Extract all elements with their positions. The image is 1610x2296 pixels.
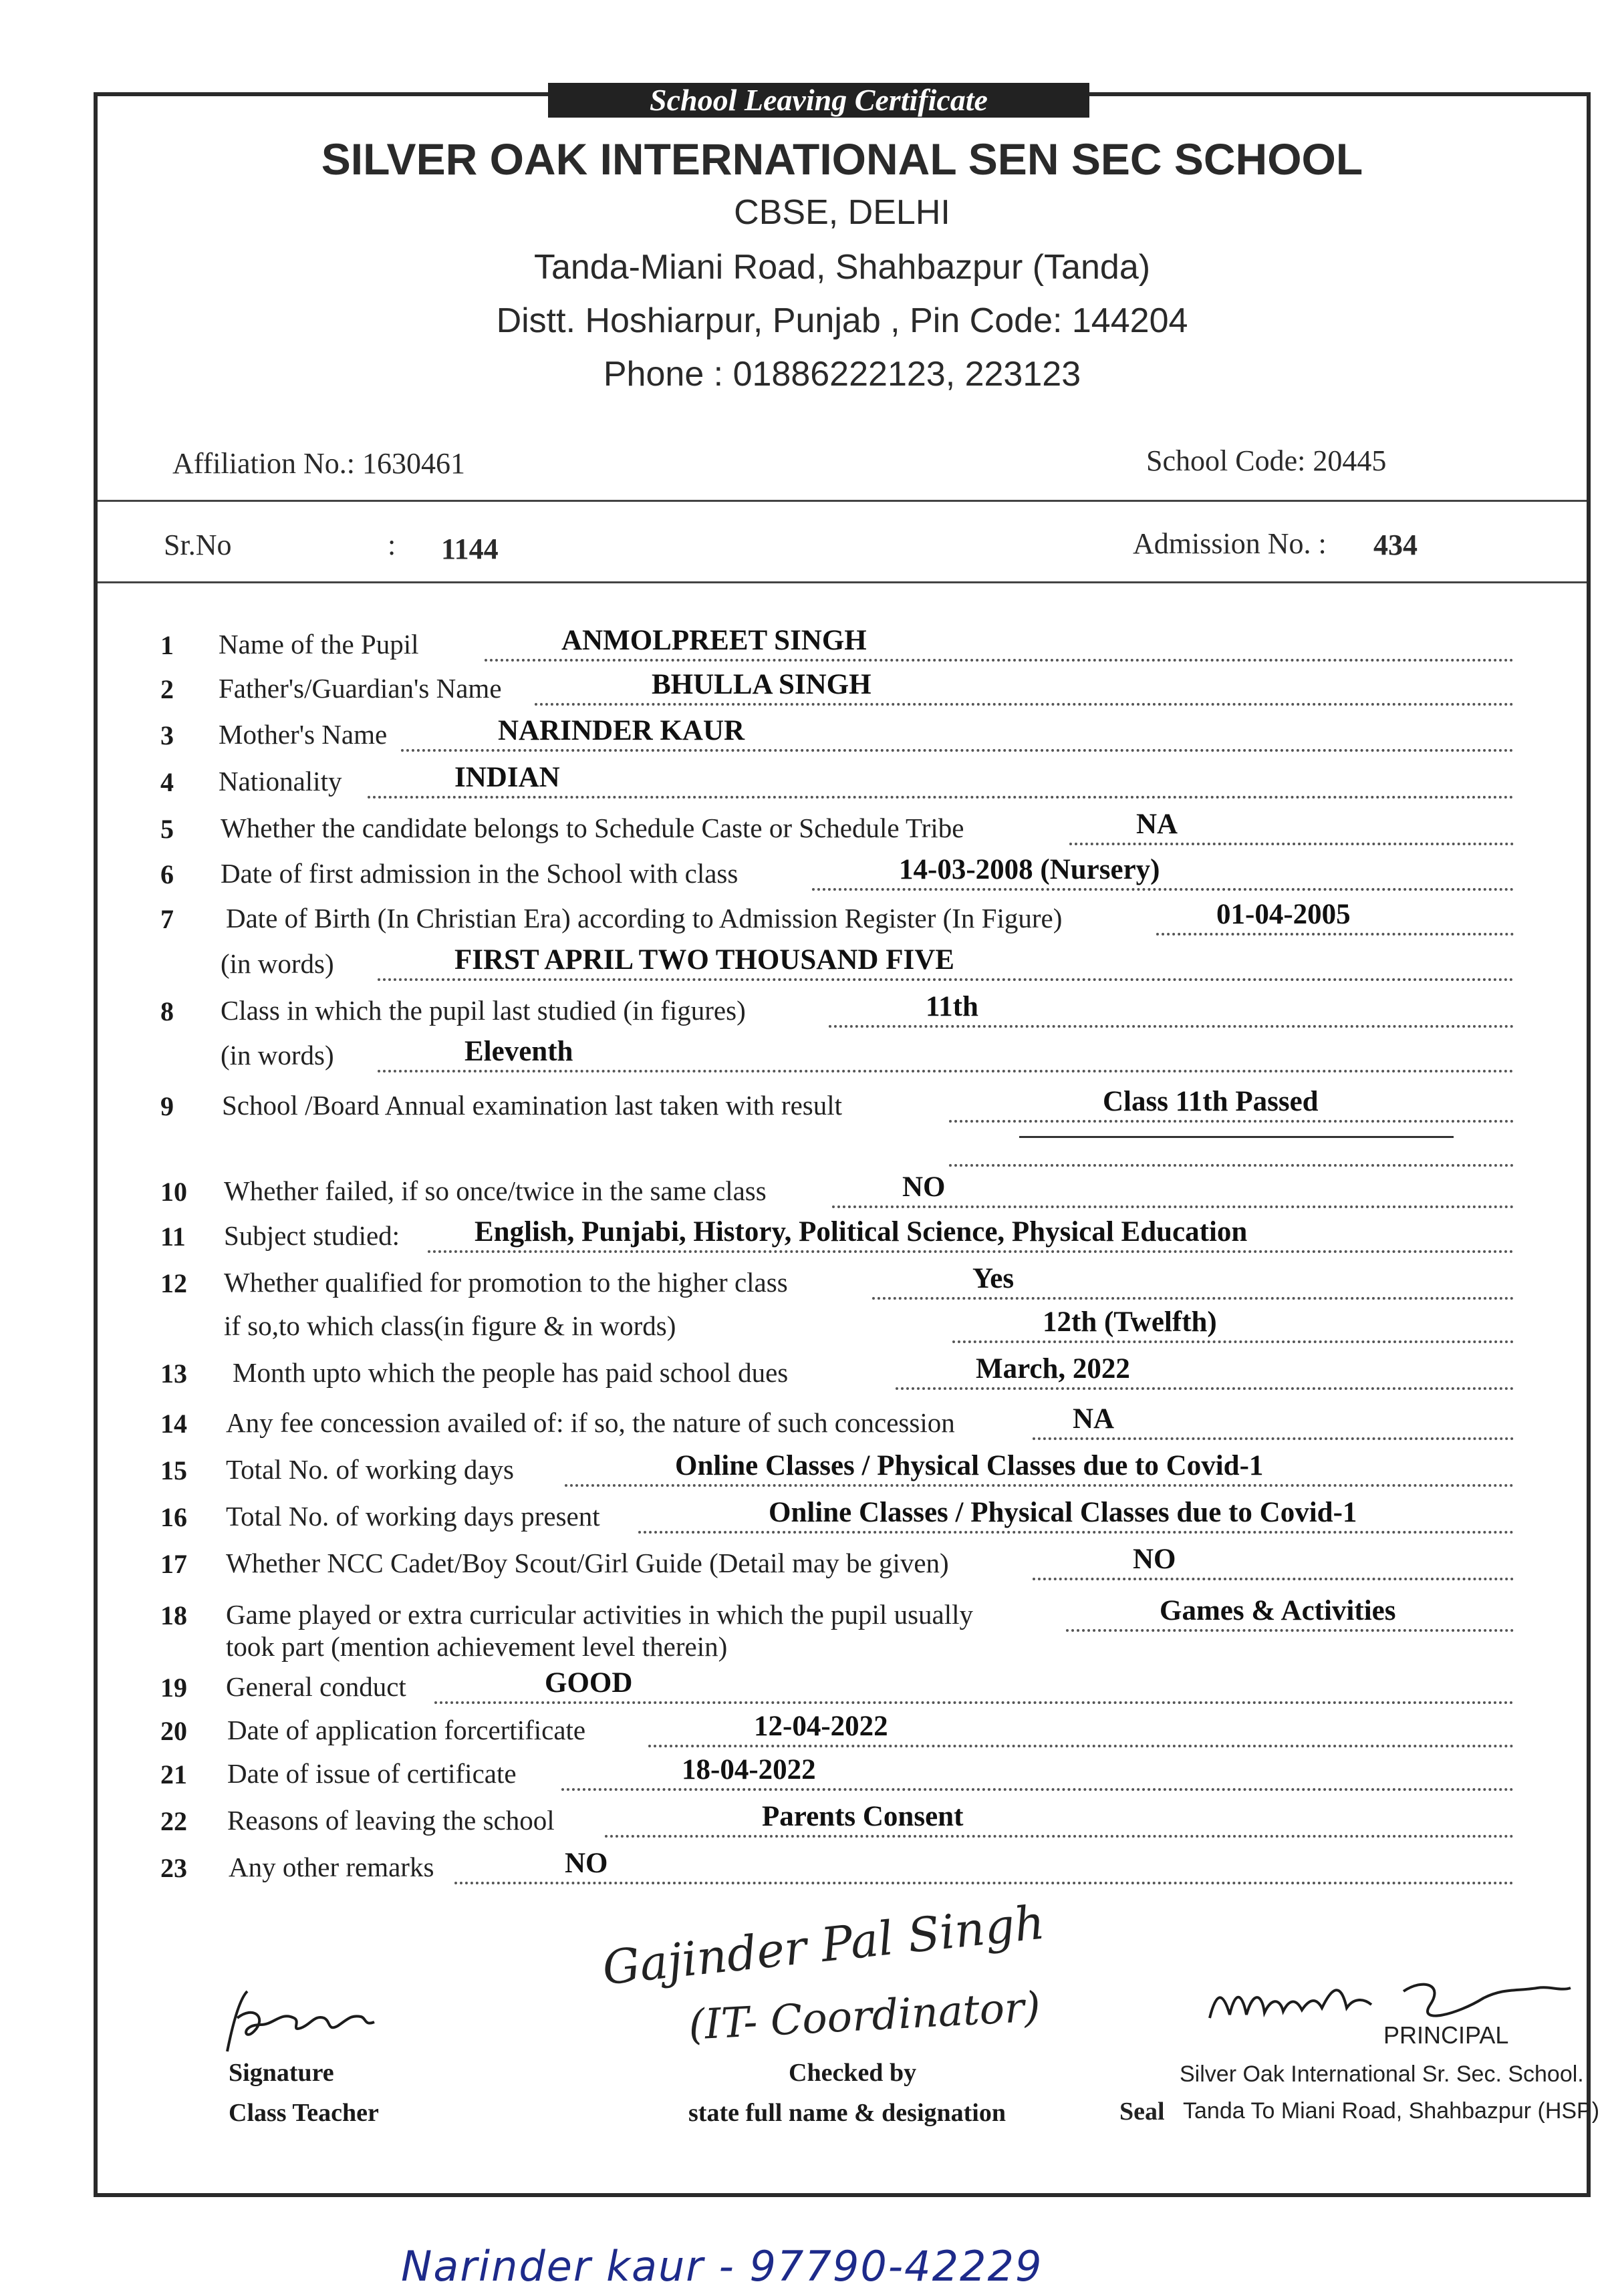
meta-divider (98, 581, 1587, 583)
field-label: Mother's Name (219, 719, 388, 750)
result-extra-line (949, 1164, 1514, 1167)
field-dotted-line (485, 659, 1514, 662)
field-value: Games & Activities (1160, 1595, 1396, 1626)
field-label: Date of issue of certificate (227, 1758, 517, 1789)
field-label: Whether qualified for promotion to the higher class (224, 1267, 788, 1298)
school-address-line2: Distt. Hoshiarpur, Punjab , Pin Code: 144204 (496, 301, 1188, 340)
field-dotted-line (605, 1835, 1514, 1838)
checked-by-designation-label: state full name & designation (688, 2099, 1006, 2127)
school-phone: Phone : 01886222123, 223123 (603, 355, 1081, 394)
field-number: 10 (160, 1177, 187, 1207)
field-number: 14 (160, 1409, 187, 1439)
field-number: 2 (160, 674, 174, 704)
field-value: NA (1136, 809, 1178, 840)
field-value: 11th (926, 991, 978, 1022)
field-dotted-line (872, 1297, 1514, 1300)
field-number: 18 (160, 1600, 187, 1630)
field-number: 12 (160, 1268, 187, 1298)
field-value: NARINDER KAUR (498, 715, 745, 746)
field-dotted-line (638, 1531, 1514, 1534)
field-label: Subject studied: (224, 1220, 400, 1251)
field-value: NA (1073, 1403, 1115, 1435)
field-value: Parents Consent (762, 1801, 964, 1832)
field-dotted-line (829, 1025, 1514, 1028)
field-label: School /Board Annual examination last taken with result (222, 1090, 843, 1121)
field-label: Name of the Pupil (219, 629, 419, 660)
field-number: 8 (160, 996, 174, 1026)
field-label: Date of first admission in the School with class (221, 858, 739, 889)
field-value: March, 2022 (976, 1353, 1130, 1385)
field-dotted-line (368, 796, 1514, 799)
school-code: School Code: 20445 (1146, 444, 1387, 477)
field-dotted-line (832, 1205, 1514, 1208)
field-number: 6 (160, 859, 174, 889)
field-label: if so,to which class(in figure & in words) (224, 1310, 676, 1341)
sr-no-value: 1144 (441, 533, 499, 565)
field-label: Whether NCC Cadet/Boy Scout/Girl Guide (Detail may be given) (226, 1548, 949, 1578)
certificate-title: School Leaving Certificate (548, 83, 1089, 118)
field-label: Whether the candidate belongs to Schedule Caste or Schedule Tribe (221, 813, 964, 843)
principal-seal-address: Tanda To Miani Road, Shahbazpur (HSP) (1183, 2098, 1600, 2124)
board-name: CBSE, DELHI (734, 193, 950, 232)
affiliation-number: Affiliation No.: 1630461 (172, 447, 465, 480)
field-label: Total No. of working days present (226, 1501, 600, 1532)
field-dotted-line (896, 1387, 1514, 1390)
field-number: 13 (160, 1358, 187, 1389)
checker-handwritten-designation: (IT- Coordinator) (687, 1982, 1042, 2049)
field-value: Yes (972, 1263, 1015, 1294)
field-dotted-line (434, 1701, 1514, 1704)
field-value: Online Classes / Physical Classes due to Covid-1 (675, 1450, 1264, 1481)
field-label: (in words) (221, 1040, 334, 1070)
field-label: Any other remarks (229, 1852, 434, 1882)
admission-no-value: 434 (1373, 529, 1418, 561)
field-dotted-line (812, 888, 1514, 891)
field-label: Total No. of working days (226, 1454, 514, 1485)
field-value: NO (565, 1848, 608, 1879)
field-label: Game played or extra curricular activities in which the pupil usually (226, 1599, 974, 1630)
field-number: 5 (160, 814, 174, 844)
class-teacher-signature-label: Signature (229, 2059, 334, 2087)
field-number: 1 (160, 630, 174, 660)
field-dotted-line (952, 1340, 1514, 1343)
field-value: FIRST APRIL TWO THOUSAND FIVE (454, 944, 954, 976)
field-value: BHULLA SINGH (652, 669, 871, 700)
field-dotted-line (1033, 1578, 1514, 1580)
field-number: 3 (160, 720, 174, 750)
field-label: Date of Birth (In Christian Era) according to Admission Register (In Figure) (226, 903, 1063, 934)
field-dotted-line (401, 749, 1514, 752)
field-dotted-line (1069, 843, 1514, 845)
field-value: 12-04-2022 (754, 1711, 888, 1742)
field-number: 4 (160, 767, 174, 797)
field-number: 17 (160, 1549, 187, 1579)
field-number: 20 (160, 1716, 187, 1746)
field-value: 12th (Twelfth) (1043, 1306, 1217, 1338)
field-number: 21 (160, 1759, 187, 1789)
class-teacher-label: Class Teacher (229, 2099, 379, 2127)
field-label: General conduct (226, 1671, 406, 1702)
result-underline (1019, 1136, 1454, 1138)
field-value: 14-03-2008 (Nursery) (899, 854, 1160, 885)
field-number: 16 (160, 1502, 187, 1532)
field-label: (in words) (221, 948, 334, 979)
field-value: NO (902, 1171, 946, 1203)
field-dotted-line (454, 1882, 1514, 1884)
field-dotted-line (378, 978, 1514, 981)
field-dotted-line (535, 703, 1514, 706)
field-value: ANMOLPREET SINGH (561, 625, 867, 656)
school-address-line1: Tanda-Miani Road, Shahbazpur (Tanda) (533, 248, 1151, 287)
field-value: GOOD (545, 1667, 633, 1699)
principal-label: PRINCIPAL (1383, 2021, 1509, 2049)
field-dotted-line (1156, 933, 1514, 936)
field-dotted-line (561, 1788, 1514, 1791)
field-number: 9 (160, 1091, 174, 1121)
field-dotted-line (648, 1745, 1514, 1747)
field-number: 19 (160, 1673, 187, 1703)
field-label: Date of application forcertificate (227, 1715, 586, 1745)
sr-no-colon: : (388, 529, 396, 561)
field-dotted-line (1033, 1437, 1514, 1440)
field-number: 15 (160, 1455, 187, 1485)
field-label: Reasons of leaving the school (227, 1805, 555, 1836)
field-label-continued: took part (mention achievement level therein) (226, 1631, 728, 1662)
field-value: Online Classes / Physical Classes due to Covid-1 (769, 1497, 1357, 1528)
field-label: Nationality (219, 766, 342, 797)
checked-by-label: Checked by (789, 2059, 917, 2087)
field-dotted-line (1066, 1629, 1514, 1632)
field-dotted-line (428, 1250, 1514, 1253)
field-value: INDIAN (454, 762, 560, 793)
field-value: 18-04-2022 (682, 1754, 816, 1785)
field-number: 7 (160, 904, 174, 934)
sr-no-label: Sr.No (164, 529, 232, 561)
field-value: NO (1133, 1544, 1176, 1575)
field-label: Any fee concession availed of: if so, the nature of such concession (226, 1407, 955, 1438)
field-label: Class in which the pupil last studied (in figures) (221, 995, 746, 1026)
seal-label: Seal (1119, 2098, 1165, 2126)
field-value: English, Punjabi, History, Political Science, Physical Education (475, 1216, 1248, 1248)
field-dotted-line (949, 1120, 1514, 1123)
class-teacher-signature (214, 1978, 388, 2065)
handwritten-contact-note: Narinder kaur - 97790-42229 (401, 2242, 1043, 2291)
school-name: SILVER OAK INTERNATIONAL SEN SEC SCHOOL (321, 134, 1363, 184)
field-value: Class 11th Passed (1103, 1086, 1319, 1117)
field-dotted-line (565, 1484, 1514, 1487)
field-dotted-line (378, 1070, 1514, 1072)
header-divider (98, 500, 1587, 502)
principal-seal-school: Silver Oak International Sr. Sec. School. (1180, 2061, 1584, 2087)
field-number: 11 (160, 1222, 186, 1252)
field-value: 01-04-2005 (1216, 899, 1351, 930)
field-number: 22 (160, 1806, 187, 1836)
field-number: 23 (160, 1853, 187, 1883)
field-value: Eleventh (464, 1036, 573, 1067)
admission-no-label: Admission No. : (1133, 527, 1327, 560)
field-label: Father's/Guardian's Name (219, 673, 502, 704)
field-label: Month upto which the people has paid school dues (233, 1357, 789, 1388)
checker-handwritten-name: Gajinder Pal Singh (599, 1894, 1047, 1996)
field-label: Whether failed, if so once/twice in the same class (224, 1175, 767, 1206)
